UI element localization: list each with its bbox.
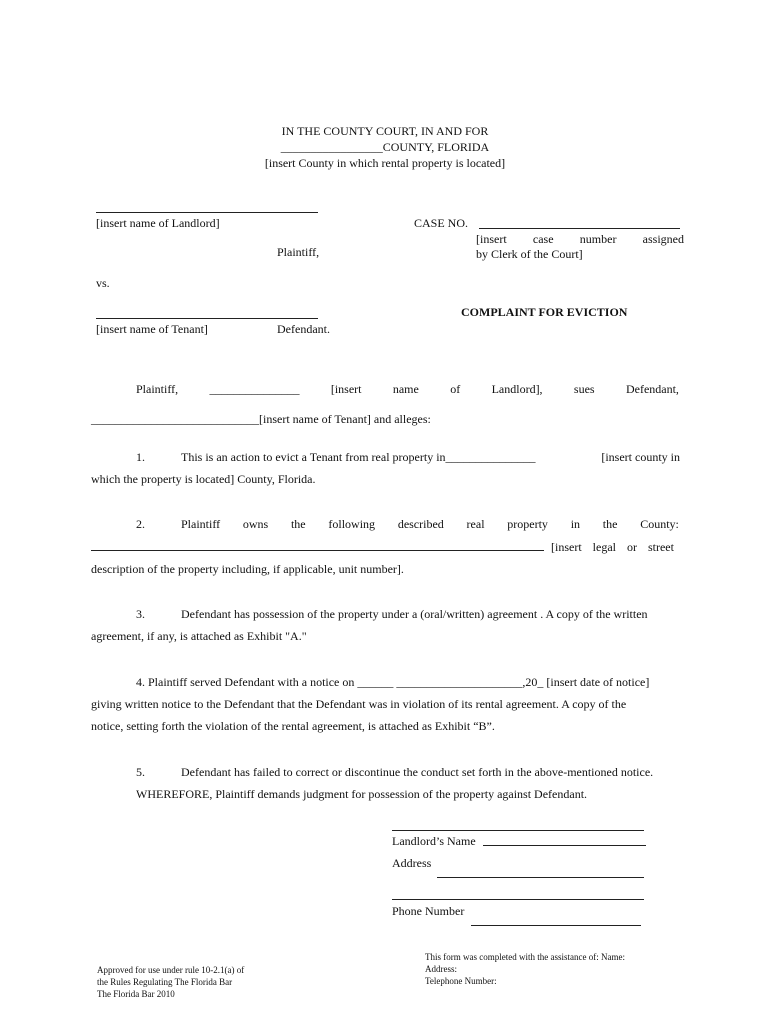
case-note-word: [insert	[476, 232, 507, 246]
case-note-line1	[476, 232, 684, 247]
property-description-line[interactable]	[91, 550, 544, 551]
para2-word: in	[570, 517, 581, 531]
para5-number: 5.	[136, 765, 145, 779]
para1-line1	[181, 450, 680, 465]
para1-line2: which the property is located] County, Florida.	[91, 472, 316, 486]
intro-line2-text: [insert name of Tenant] and alleges:	[259, 412, 431, 426]
approval-line: The Florida Bar 2010	[97, 989, 175, 999]
para2-word: described	[397, 517, 444, 531]
para2-line2-end: [insert legal or street	[551, 540, 674, 554]
intro-word: [insert	[330, 382, 362, 396]
landlord-name-field-label: Landlord’s Name	[392, 834, 476, 848]
signature-line[interactable]	[392, 830, 644, 831]
plaintiff-label: Plaintiff,	[277, 245, 320, 259]
case-note-line2: by Clerk of the Court]	[476, 247, 583, 261]
approval-note	[97, 964, 244, 1000]
case-note-word: case	[532, 232, 554, 246]
para2-word: the	[290, 517, 306, 531]
tenant-blank[interactable]: ____________________________	[91, 412, 259, 426]
assistance-note	[425, 951, 625, 987]
para2-word: owns	[242, 517, 269, 531]
assistance-line: Address:	[425, 964, 457, 974]
landlord-name-line[interactable]	[96, 212, 318, 213]
assistance-line: Telephone Number:	[425, 976, 497, 986]
landlord-name-field-line[interactable]	[483, 845, 646, 846]
county-blank-2[interactable]: _______________	[445, 450, 536, 464]
intro-word: sues	[573, 382, 595, 396]
approval-line: Approved for use under rule 10-2.1(a) of	[97, 965, 245, 975]
para2-word: following	[328, 517, 376, 531]
phone-field-line[interactable]	[471, 925, 641, 926]
landlord-name-label: [insert name of Landlord]	[96, 216, 220, 230]
approval-line: the Rules Regulating The Florida Bar	[97, 977, 233, 987]
para1-text: This is an action to evict a Tenant from real property in_______________	[181, 450, 536, 464]
notice-date-blank[interactable]: _________________	[396, 675, 499, 689]
para2-word: Plaintiff	[181, 517, 221, 531]
para2-number: 2.	[136, 517, 145, 531]
para2-word: County:	[640, 517, 679, 531]
county-florida-text: COUNTY, FLORIDA	[382, 140, 490, 154]
para4-line2: giving written notice to the Defendant that the Defendant was in violation of its rental agreement. A copy of the	[91, 697, 627, 711]
wherefore-clause: WHEREFORE, Plaintiff demands judgment for possession of the property against Defendant.	[136, 787, 588, 801]
para3-line2: agreement, if any, is attached as Exhibit "A."	[91, 629, 307, 643]
court-heading-line3: [insert County in which rental property is located]	[264, 156, 506, 170]
para5-line1: Defendant has failed to correct or discontinue the conduct set forth in the above-mentioned notice.	[181, 765, 654, 779]
para3-line1: Defendant has possession of the property under a (oral/written) agreement . A copy of the written	[181, 607, 648, 621]
intro-word: name	[392, 382, 419, 396]
para2-word: real	[466, 517, 485, 531]
para4-line3: notice, setting forth the violation of the rental agreement, is attached as Exhibit “B”.	[91, 719, 495, 733]
para3-number: 3.	[136, 607, 145, 621]
county-blank[interactable]: _________________	[280, 140, 383, 154]
para1-text-end: [insert county in	[601, 450, 680, 464]
intro-word: of	[450, 382, 461, 396]
intro-line1	[136, 382, 679, 397]
intro-word: Plaintiff,	[136, 382, 179, 396]
para4-line1: 4. Plaintiff served Defendant with a notice on ______ _____________________,20_ [insert date of notice]	[136, 675, 650, 689]
tenant-name-label: [insert name of Tenant]	[96, 322, 208, 336]
address-line-2[interactable]	[392, 899, 644, 900]
court-heading-line2	[0, 140, 770, 155]
landlord-blank[interactable]: _______________	[209, 382, 300, 396]
intro-word: Defendant,	[625, 382, 679, 396]
case-note-word: assigned	[642, 232, 684, 246]
defendant-label: Defendant.	[277, 322, 330, 336]
vs-label: vs.	[96, 276, 110, 290]
address-line-1[interactable]	[437, 877, 644, 878]
assistance-line: This form was completed with the assistance of: Name:	[425, 952, 625, 962]
case-number-line[interactable]	[479, 228, 680, 229]
para2-word: property	[507, 517, 548, 531]
court-heading-line1: IN THE COUNTY COURT, IN AND FOR	[281, 124, 489, 138]
address-field-label: Address	[392, 856, 432, 870]
para2-word: the	[602, 517, 618, 531]
para2-line1	[181, 517, 679, 532]
intro-word: Landlord],	[491, 382, 543, 396]
case-note-word: number	[579, 232, 617, 246]
case-number-label: CASE NO.	[414, 216, 469, 230]
para1-number: 1.	[136, 450, 145, 464]
para2-line3: description of the property including, if applicable, unit number].	[91, 562, 404, 576]
tenant-name-line[interactable]	[96, 318, 318, 319]
intro-line2	[91, 412, 431, 427]
document-title: COMPLAINT FOR EVICTION	[461, 305, 628, 319]
phone-field-label: Phone Number	[392, 904, 465, 918]
